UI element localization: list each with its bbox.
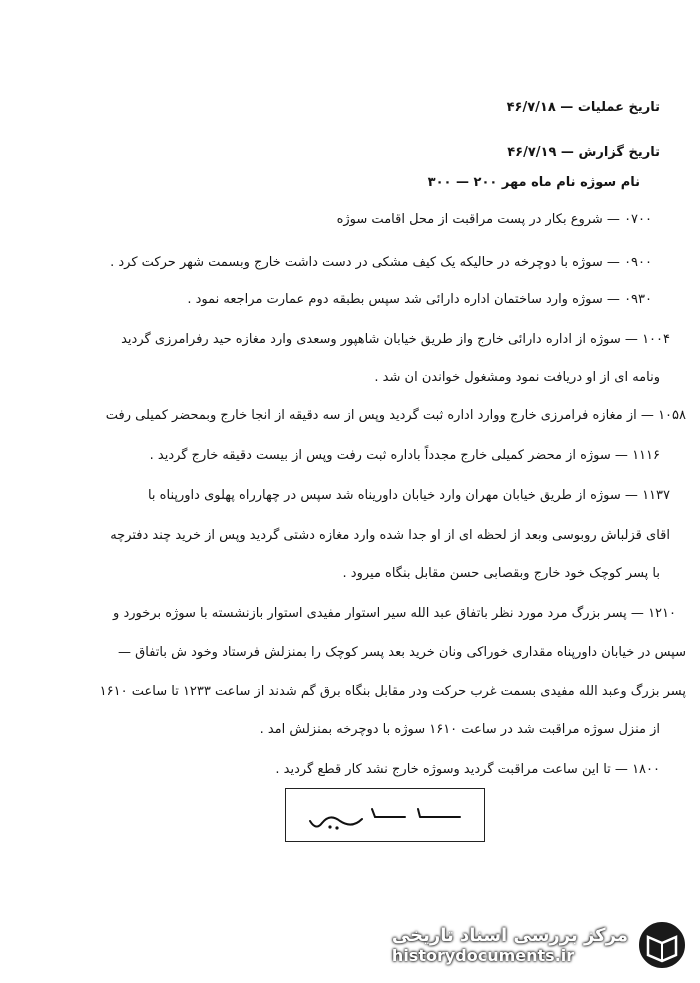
report-line: ونامه ای از او دریافت نمود ومشغول خواندن ان شد . <box>374 370 660 385</box>
report-date: تاریخ گزارش — ۴۶/۷/۱۹ <box>507 145 660 160</box>
report-line: ۰۹۰۰ — سوژه با دوچرخه در حالیکه یک کیف مشکی در دست داشت خارج وبسمت شهر حرکت کرد . <box>110 255 652 270</box>
report-line: ۱۸۰۰ — تا این ساعت مراقبت گردید وسوژه خارج نشد کار قطع گردید . <box>275 762 660 777</box>
signature-stamp <box>285 788 485 842</box>
book-logo-icon <box>636 919 688 971</box>
report-line: ۱۱۱۶ — سوژه از محضر کمیلی خارج مجدداً باداره ثبت رفت وپس از بیست دقیقه خارج گردید . <box>149 448 660 463</box>
report-line: ۱۲۱۰ — پسر بزرگ مرد مورد نظر باتفاق عبد الله سیر استوار مفیدی استوار بازنشسته با سوژه برخورد و <box>113 606 676 621</box>
report-line: ۱۰۰۴ — سوژه از اداره دارائی خارج واز طریق خیابان شاهپور وسعدی وارد مغازه حید رفرامرزی گردید <box>121 332 670 347</box>
report-line: پسر بزرگ وعبد الله مفیدی بسمت غرب حرکت ودر مقابل بنگاه برق گم شدند از ساعت ۱۲۳۳ تا ساعت ۱۶۱۰ <box>99 684 686 699</box>
report-line: ۱۱۳۷ — سوژه از طریق خیابان مهران وارد خیابان داوریناه شد سپس در چهارراه پهلوی داورپناه با <box>147 488 670 503</box>
report-line: سپس در خیابان داورپناه مقداری خوراکی ونان خرید بعد پسر کوچک را بمنزلش فرستاد وخود ش باتفاق — <box>118 645 686 660</box>
report-line: با پسر کوچک خود خارج وبقصابی حسن مقابل بنگاه میرود . <box>342 566 660 581</box>
report-line: از منزل سوژه مراقبت شد در ساعت ۱۶۱۰ سوژه با دوچرخه بمنزلش امد . <box>259 722 660 737</box>
watermark-title: مرکز بررسی اسناد تاریخی <box>391 925 628 946</box>
watermark-url: historydocuments.ir <box>391 946 575 965</box>
report-line: ۰۷۰۰ — شروع بکار در پست مراقبت از محل اقامت سوژه <box>336 212 652 227</box>
watermark <box>392 919 688 971</box>
subject-line: نام سوژه نام ماه مهر ۲۰۰ — ۳۰۰ <box>427 175 640 190</box>
report-line: اقای قزلباش روبوسی وبعد از لحظه ای از او جدا شده وارد مغازه دشتی گردید وپس از خرید چند دفترچه <box>110 528 670 543</box>
operation-date: تاریخ عملیات — ۴۶/۷/۱۸ <box>506 100 660 115</box>
report-line: ۱۰۵۸ — از مغازه فرامرزی خارج ووارد اداره ثبت گردید وپس از سه دقیقه از انجا خارج وبمحضر کمیلی رفت <box>105 408 686 423</box>
report-line: ۰۹۳۰ — سوژه وارد ساختمان اداره دارائی شد سپس بطبقه دوم عمارت مراجعه نمود . <box>187 292 652 307</box>
